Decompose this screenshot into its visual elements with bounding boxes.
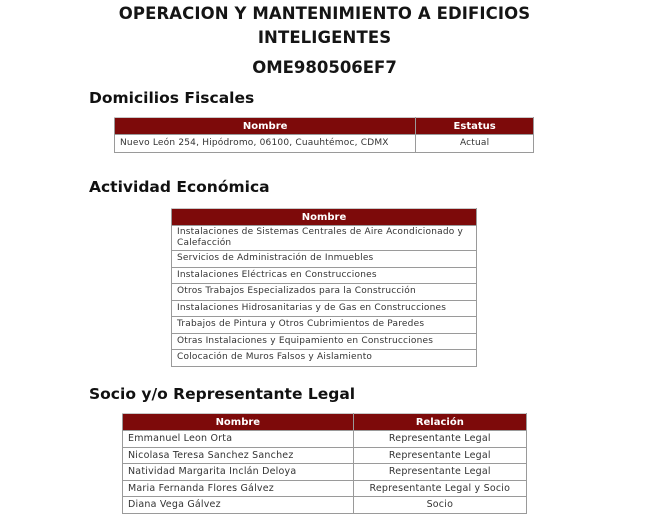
company-name-line-1: OPERACION Y MANTENIMIENTO A EDIFICIOS [118,4,531,23]
actividad-heading: Actividad Económica [89,178,270,196]
table-header-row [172,209,477,226]
actividad-item: Colocación de Muros Falsos y Aislamiento [172,350,477,367]
table-row [123,447,527,464]
table-row [172,317,477,334]
socio-relacion: Representante Legal [353,447,526,464]
column-header-nombre: Nombre [115,118,416,135]
company-name-line-2: INTELIGENTES [257,28,392,47]
socio-nombre: Emmanuel Leon Orta [123,431,354,448]
socios-heading: Socio y/o Representante Legal [89,385,356,403]
table-row [172,267,477,284]
table-row [115,135,534,153]
table-header-row [123,414,527,431]
socio-nombre: Maria Fernanda Flores Gálvez [123,480,354,497]
socio-relacion: Representante Legal [353,464,526,481]
company-name [0,2,649,50]
actividad-item: Instalaciones Eléctricas en Construcciones [172,267,477,284]
table-row [123,497,527,514]
socio-nombre: Diana Vega Gálvez [123,497,354,514]
actividad-item: Instalaciones Hidrosanitarias y de Gas en Construcciones [172,300,477,317]
socio-relacion: Representante Legal y Socio [353,480,526,497]
domicilio-nombre: Nuevo León 254, Hipódromo, 06100, Cuauhtémoc, CDMX [115,135,416,153]
domicilios-heading: Domicilios Fiscales [89,89,255,107]
table-row [123,464,527,481]
table-row [123,480,527,497]
rfc-code: OME980506EF7 [252,58,397,77]
table-row [172,284,477,301]
column-header-estatus: Estatus [416,118,534,135]
table-row [172,300,477,317]
table-row [172,251,477,268]
table-header-row [115,118,534,135]
domicilios-table [114,117,534,153]
column-header-relacion: Relación [353,414,526,431]
column-header-nombre: Nombre [123,414,354,431]
socio-nombre: Natividad Margarita Inclán Deloya [123,464,354,481]
actividad-table [171,208,477,367]
actividad-item: Servicios de Administración de Inmuebles [172,251,477,268]
actividad-item: Otros Trabajos Especializados para la Construcción [172,284,477,301]
actividad-item: Trabajos de Pintura y Otros Cubrimientos de Paredes [172,317,477,334]
socio-nombre: Nicolasa Teresa Sanchez Sanchez [123,447,354,464]
table-row [172,226,477,251]
column-header-nombre: Nombre [172,209,477,226]
actividad-item: Instalaciones de Sistemas Centrales de Aire Acondicionado y Calefacción [172,226,477,251]
table-row [172,333,477,350]
domicilio-estatus: Actual [416,135,534,153]
socio-relacion: Socio [353,497,526,514]
table-row [123,431,527,448]
actividad-item: Otras Instalaciones y Equipamiento en Construcciones [172,333,477,350]
table-row [172,350,477,367]
socio-relacion: Representante Legal [353,431,526,448]
socios-table [122,413,527,514]
